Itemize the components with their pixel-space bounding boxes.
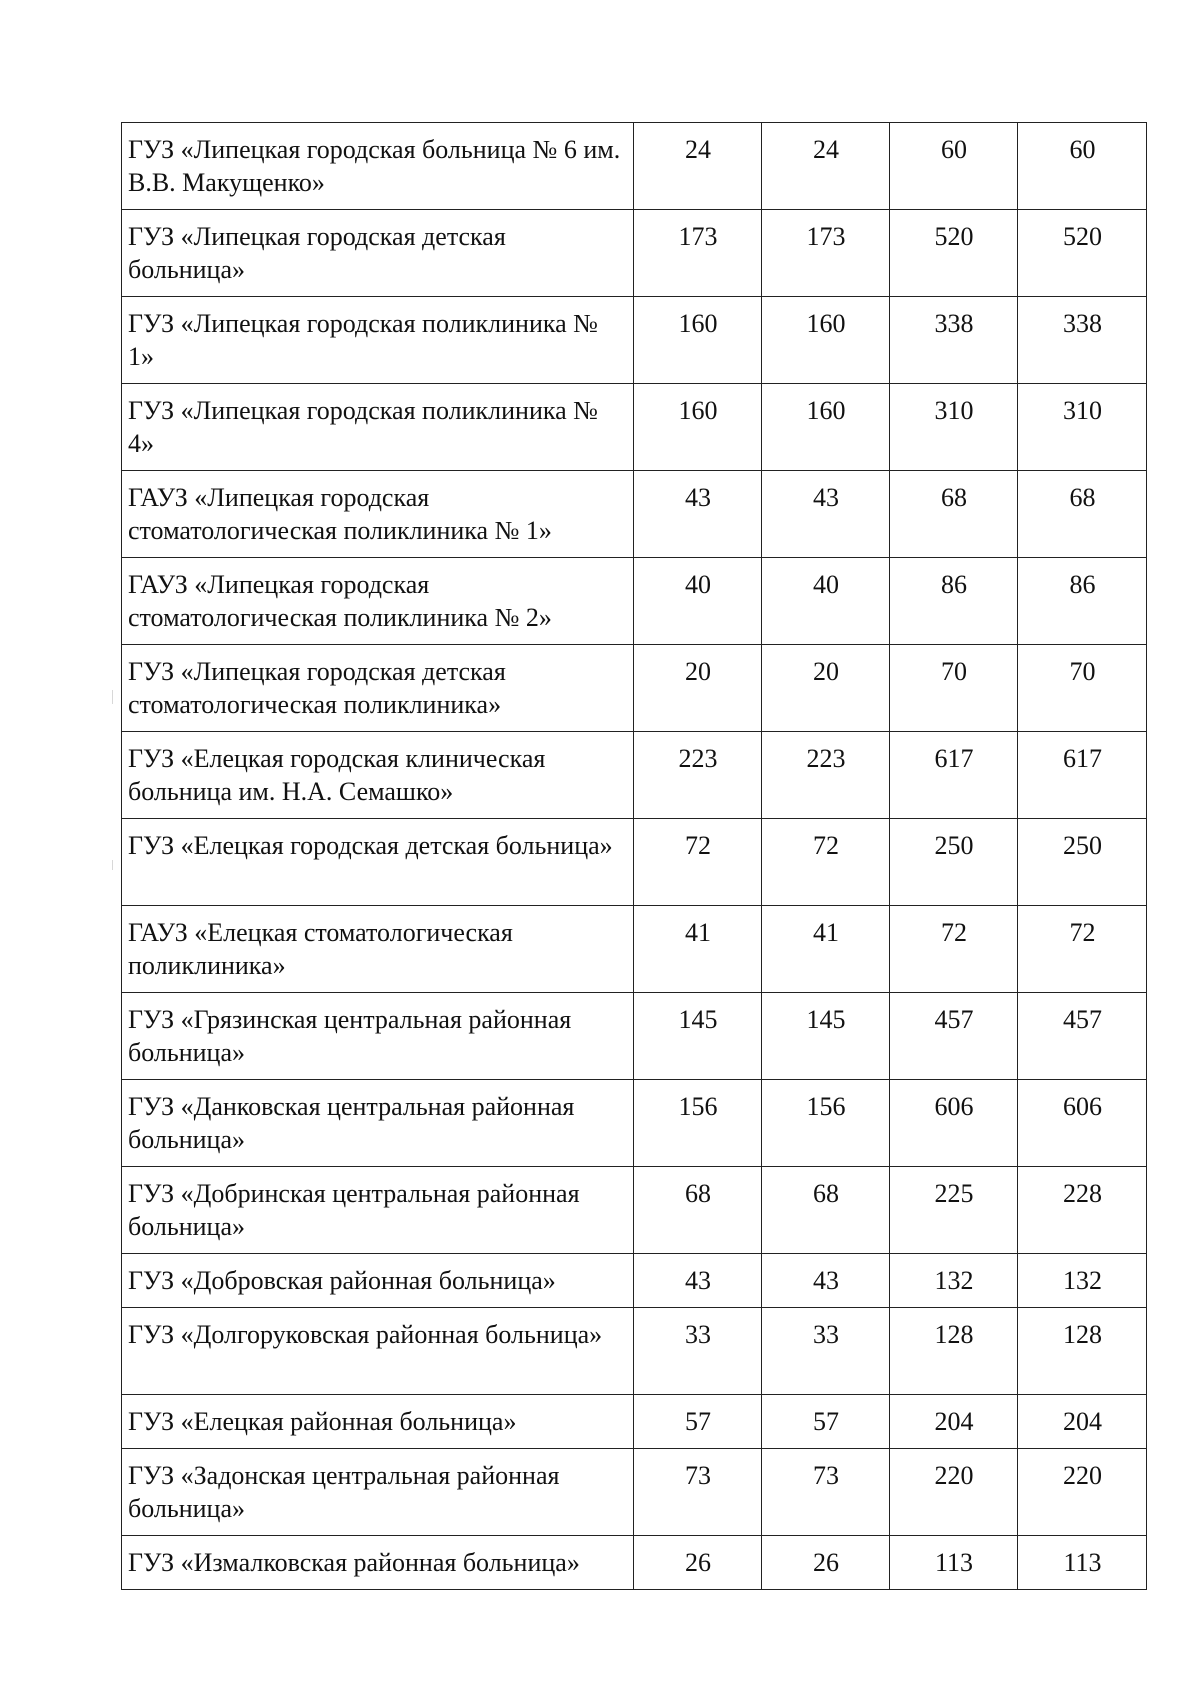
value-col-3: 68 [890,471,1018,558]
table-row [122,471,1147,558]
value-col-4: 132 [1018,1254,1147,1308]
institution-name: ГУЗ «Грязинская центральная районная больница» [122,993,634,1080]
table-row [122,1536,1147,1590]
institution-name: ГАУЗ «Елецкая стоматологическая поликлиника» [122,906,634,993]
table-row [122,906,1147,993]
value-col-1: 24 [634,123,762,210]
value-col-4: 338 [1018,297,1147,384]
value-col-4: 68 [1018,471,1147,558]
value-col-2: 72 [762,819,890,906]
institution-name: ГУЗ «Добровская районная больница» [122,1254,634,1308]
institution-name: ГУЗ «Елецкая городская детская больница» [122,819,634,906]
institution-name: ГУЗ «Липецкая городская детская стоматологическая поликлиника» [122,645,634,732]
hospital-table [121,122,1147,1590]
value-col-3: 338 [890,297,1018,384]
institution-name: ГУЗ «Липецкая городская поликлиника № 1» [122,297,634,384]
table-row [122,210,1147,297]
institution-name: ГУЗ «Елецкая городская клиническая больница им. Н.А. Семашко» [122,732,634,819]
institution-name: ГУЗ «Добринская центральная районная больница» [122,1167,634,1254]
value-col-1: 41 [634,906,762,993]
value-col-3: 457 [890,993,1018,1080]
value-col-1: 43 [634,471,762,558]
institution-name: ГУЗ «Измалковская районная больница» [122,1536,634,1590]
value-col-3: 225 [890,1167,1018,1254]
value-col-3: 113 [890,1536,1018,1590]
value-col-4: 204 [1018,1395,1147,1449]
value-col-3: 132 [890,1254,1018,1308]
value-col-2: 40 [762,558,890,645]
value-col-4: 220 [1018,1449,1147,1536]
institution-name: ГУЗ «Долгоруковская районная больница» [122,1308,634,1395]
value-col-1: 223 [634,732,762,819]
value-col-3: 617 [890,732,1018,819]
value-col-3: 250 [890,819,1018,906]
value-col-2: 73 [762,1449,890,1536]
scan-artifact-line [112,860,113,870]
value-col-2: 160 [762,297,890,384]
value-col-1: 20 [634,645,762,732]
institution-name: ГУЗ «Липецкая городская поликлиника № 4» [122,384,634,471]
value-col-2: 145 [762,993,890,1080]
table-row [122,297,1147,384]
value-col-1: 26 [634,1536,762,1590]
value-col-3: 606 [890,1080,1018,1167]
institution-name: ГУЗ «Липецкая городская больница № 6 им. В.В. Макущенко» [122,123,634,210]
table-row [122,645,1147,732]
institution-name: ГУЗ «Липецкая городская детская больница» [122,210,634,297]
value-col-4: 128 [1018,1308,1147,1395]
value-col-4: 86 [1018,558,1147,645]
value-col-1: 43 [634,1254,762,1308]
value-col-4: 617 [1018,732,1147,819]
institution-name: ГУЗ «Задонская центральная районная больница» [122,1449,634,1536]
value-col-4: 228 [1018,1167,1147,1254]
value-col-4: 250 [1018,819,1147,906]
value-col-2: 57 [762,1395,890,1449]
table-row [122,1395,1147,1449]
institution-name: ГАУЗ «Липецкая городская стоматологическая поликлиника № 1» [122,471,634,558]
value-col-2: 41 [762,906,890,993]
value-col-1: 73 [634,1449,762,1536]
value-col-2: 26 [762,1536,890,1590]
value-col-1: 68 [634,1167,762,1254]
value-col-1: 156 [634,1080,762,1167]
value-col-3: 220 [890,1449,1018,1536]
value-col-2: 156 [762,1080,890,1167]
value-col-3: 128 [890,1308,1018,1395]
value-col-2: 43 [762,471,890,558]
table-row [122,123,1147,210]
table-row [122,1308,1147,1395]
value-col-1: 33 [634,1308,762,1395]
table-row [122,1080,1147,1167]
institution-name: ГАУЗ «Липецкая городская стоматологическая поликлиника № 2» [122,558,634,645]
value-col-1: 160 [634,297,762,384]
value-col-4: 60 [1018,123,1147,210]
value-col-3: 520 [890,210,1018,297]
value-col-1: 40 [634,558,762,645]
value-col-3: 204 [890,1395,1018,1449]
value-col-2: 33 [762,1308,890,1395]
value-col-2: 20 [762,645,890,732]
table-row [122,993,1147,1080]
value-col-4: 457 [1018,993,1147,1080]
value-col-4: 72 [1018,906,1147,993]
value-col-3: 72 [890,906,1018,993]
value-col-1: 160 [634,384,762,471]
value-col-2: 223 [762,732,890,819]
value-col-4: 310 [1018,384,1147,471]
value-col-3: 60 [890,123,1018,210]
value-col-4: 70 [1018,645,1147,732]
value-col-1: 145 [634,993,762,1080]
table-row [122,1254,1147,1308]
value-col-4: 520 [1018,210,1147,297]
table-row [122,558,1147,645]
table-row [122,1449,1147,1536]
table-row [122,819,1147,906]
value-col-3: 70 [890,645,1018,732]
scan-artifact-line [112,690,113,704]
table-row [122,732,1147,819]
institution-name: ГУЗ «Данковская центральная районная больница» [122,1080,634,1167]
value-col-2: 43 [762,1254,890,1308]
value-col-3: 86 [890,558,1018,645]
table-row [122,1167,1147,1254]
value-col-3: 310 [890,384,1018,471]
value-col-1: 173 [634,210,762,297]
table-row [122,384,1147,471]
value-col-1: 72 [634,819,762,906]
value-col-4: 113 [1018,1536,1147,1590]
institution-name: ГУЗ «Елецкая районная больница» [122,1395,634,1449]
value-col-4: 606 [1018,1080,1147,1167]
value-col-2: 160 [762,384,890,471]
value-col-1: 57 [634,1395,762,1449]
value-col-2: 68 [762,1167,890,1254]
value-col-2: 173 [762,210,890,297]
value-col-2: 24 [762,123,890,210]
